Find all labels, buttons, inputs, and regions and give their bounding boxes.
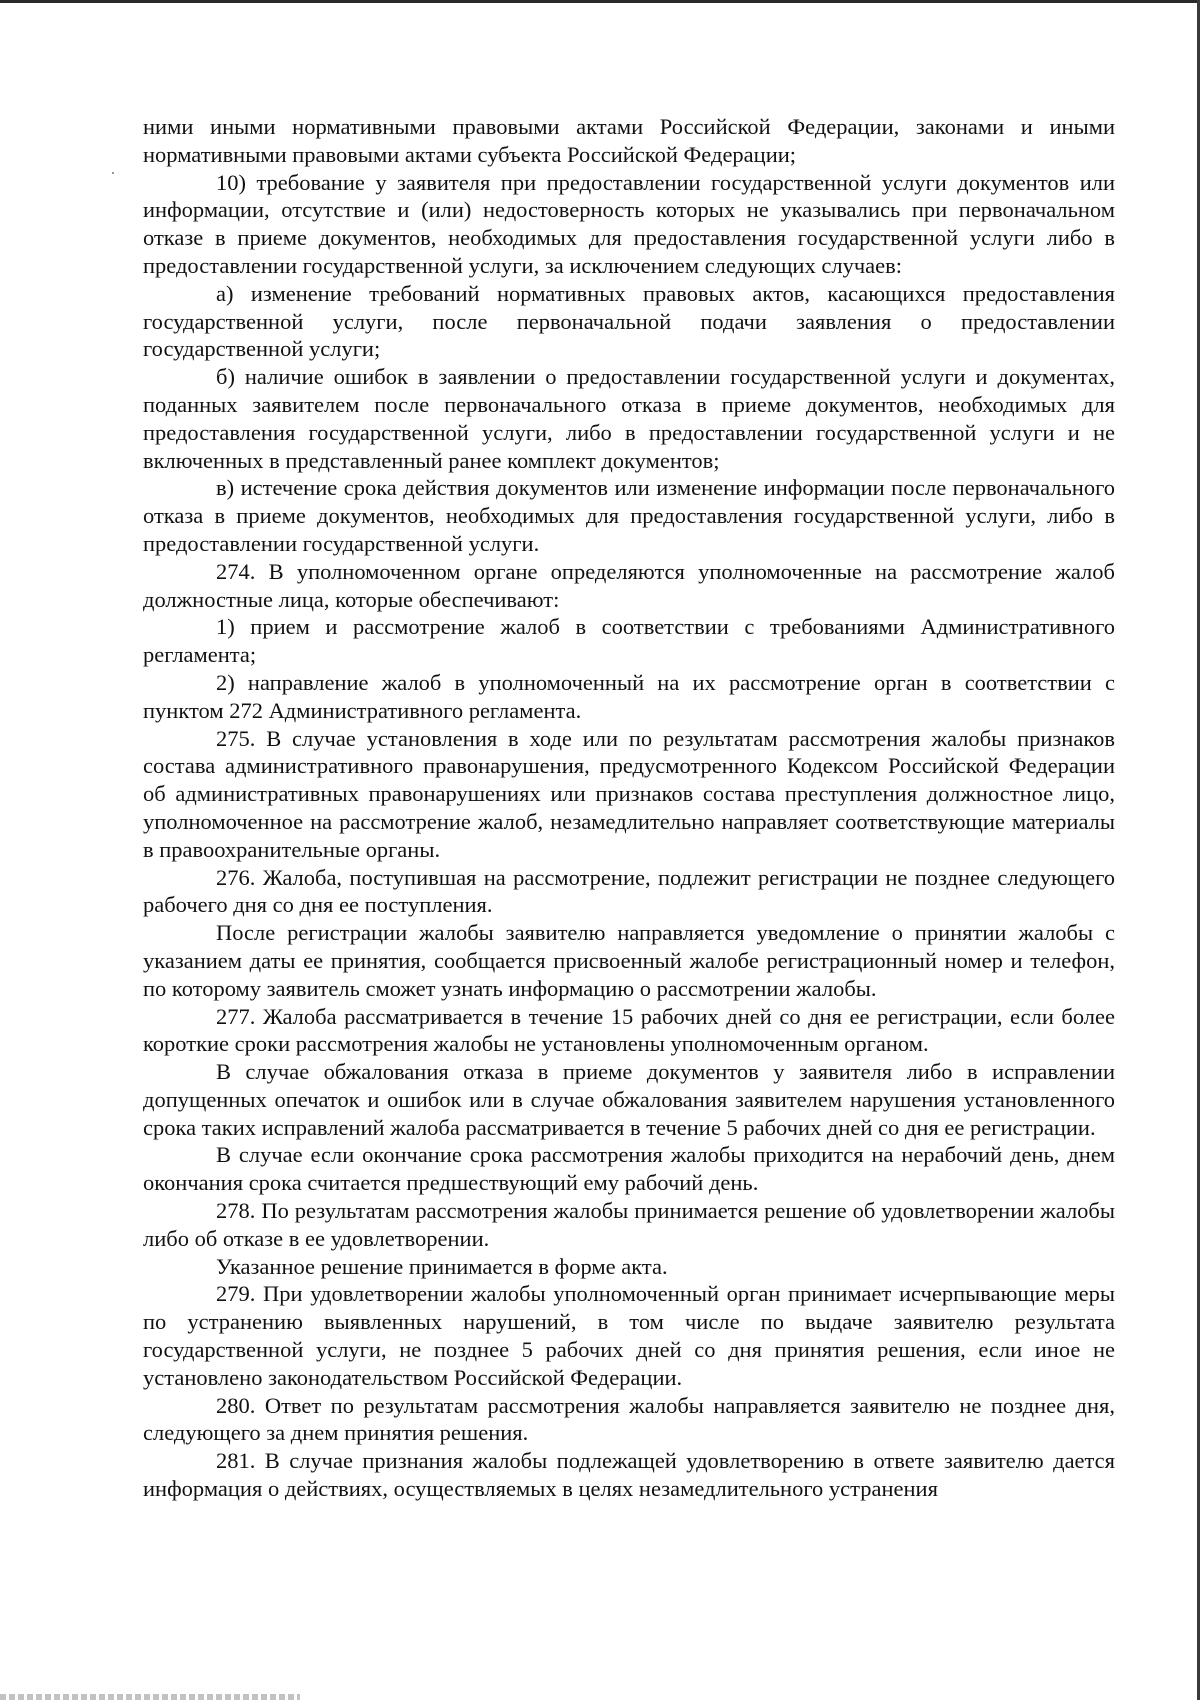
paragraph-279: 279. При удовлетворении жалобы уполномоченный орган принимает исчерпывающие меры по устранению выявленных нарушений, в том числе по выдаче заявителю результата государственной услуги, не позднее 5 рабочих дней со дня принятия решения, если иное не установлено законодательством Российской Федерации. [143, 1281, 1115, 1390]
paragraph-subitem-b: б) наличие ошибок в заявлении о предоставлении государственной услуги и документах, поданных заявителем после первоначального отказа в приеме документов, необходимых для предоставления государственной услуги, либо в предоставлении государственной услуги и не включенных в представленный ранее комплект документов; [143, 364, 1115, 473]
paragraph-274: 274. В уполномоченном органе определяются уполномоченные на рассмотрение жалоб должностные лица, которые обеспечивают: [143, 558, 1115, 612]
paragraph-280: 280. Ответ по результатам рассмотрения жалобы направляется заявителю не позднее дня, следующего за днем принятия решения. [143, 1392, 1115, 1446]
paragraph-281: 281. В случае признания жалобы подлежащей удовлетворению в ответе заявителю дается информация о действиях, осуществляемых в целях незамедлительного устранения [143, 1448, 1115, 1502]
paragraph-277: 277. Жалоба рассматривается в течение 15 рабочих дней со дня ее регистрации, если более короткие сроки рассмотрения жалобы не установлены уполномоченным органом. [143, 1003, 1115, 1057]
paragraph-subitem-v: в) истечение срока действия документов или изменение информации после первоначального отказа в приеме документов, необходимых для предоставления государственной услуги, либо в предоставлении государственной услуги. [143, 475, 1115, 556]
paragraph-278-act-form: Указанное решение принимается в форме акта. [216, 1253, 668, 1279]
paragraph-277-nonworking-day: В случае если окончание срока рассмотрения жалобы приходится на нерабочий день, днем окончания срока считается предшествующий ему рабочий день. [143, 1142, 1115, 1196]
scan-edge-top [0, 0, 1200, 3]
paragraph-275: 275. В случае установления в ходе или по результатам рассмотрения жалобы признаков состава административного правонарушения, предусмотренного Кодексом Российской Федерации об административных правонарушениях или признаков состава преступления должностное лицо, уполномоченное на рассмотрение жалоб, незамедлительно направляет соответствующие материалы в правоохранительные органы. [143, 725, 1115, 862]
scan-footer-artifact [0, 1694, 300, 1700]
paragraph-276: 276. Жалоба, поступившая на рассмотрение, подлежит регистрации не позднее следующего рабочего дня со дня ее поступления. [143, 864, 1115, 918]
paragraph-276-notice: После регистрации жалобы заявителю направляется уведомление о принятии жалобы с указанием даты ее принятия, сообщается присвоенный жалобе регистрационный номер и телефон, по которому заявитель сможет узнать информацию о рассмотрении жалобы. [143, 920, 1115, 1001]
scan-speck [112, 172, 114, 174]
paragraph-item-10: 10) требование у заявителя при предоставлении государственной услуги документов или информации, отсутствие и (или) недостоверность которых не указывались при первоначальном отказе в приеме документов, необходимых для предоставления государственной услуги либо в предоставлении государственной услуги, за исключением следующих случаев: [143, 169, 1115, 278]
paragraph-subitem-a: а) изменение требований нормативных правовых актов, касающихся предоставления государственной услуги, после первоначальной подачи заявления о предоставлении государственной услуги; [143, 280, 1115, 362]
document-body [143, 113, 1115, 1503]
paragraph-278: 278. По результатам рассмотрения жалобы принимается решение об удовлетворении жалобы либо об отказе в ее удовлетворении. [143, 1198, 1115, 1251]
paragraph-274-item-1: 1) прием и рассмотрение жалоб в соответствии с требованиями Административного регламента; [143, 614, 1115, 668]
paragraph-continuation: ними иными нормативными правовыми актами Российской Федерации, законами и иными нормативными правовыми актами субъекта Российской Федерации; [143, 114, 1115, 167]
paragraph-274-item-2: 2) направление жалоб в уполномоченный на их рассмотрение орган в соответствии с пунктом 272 Административного регламента. [143, 669, 1115, 723]
paragraph-277-refusal-case: В случае обжалования отказа в приеме документов у заявителя либо в исправлении допущенных опечаток и ошибок или в случае обжалования заявителем нарушения установленного срока таких исправлений жалоба рассматривается в течение 5 рабочих дней со дня ее регистрации. [143, 1059, 1115, 1140]
